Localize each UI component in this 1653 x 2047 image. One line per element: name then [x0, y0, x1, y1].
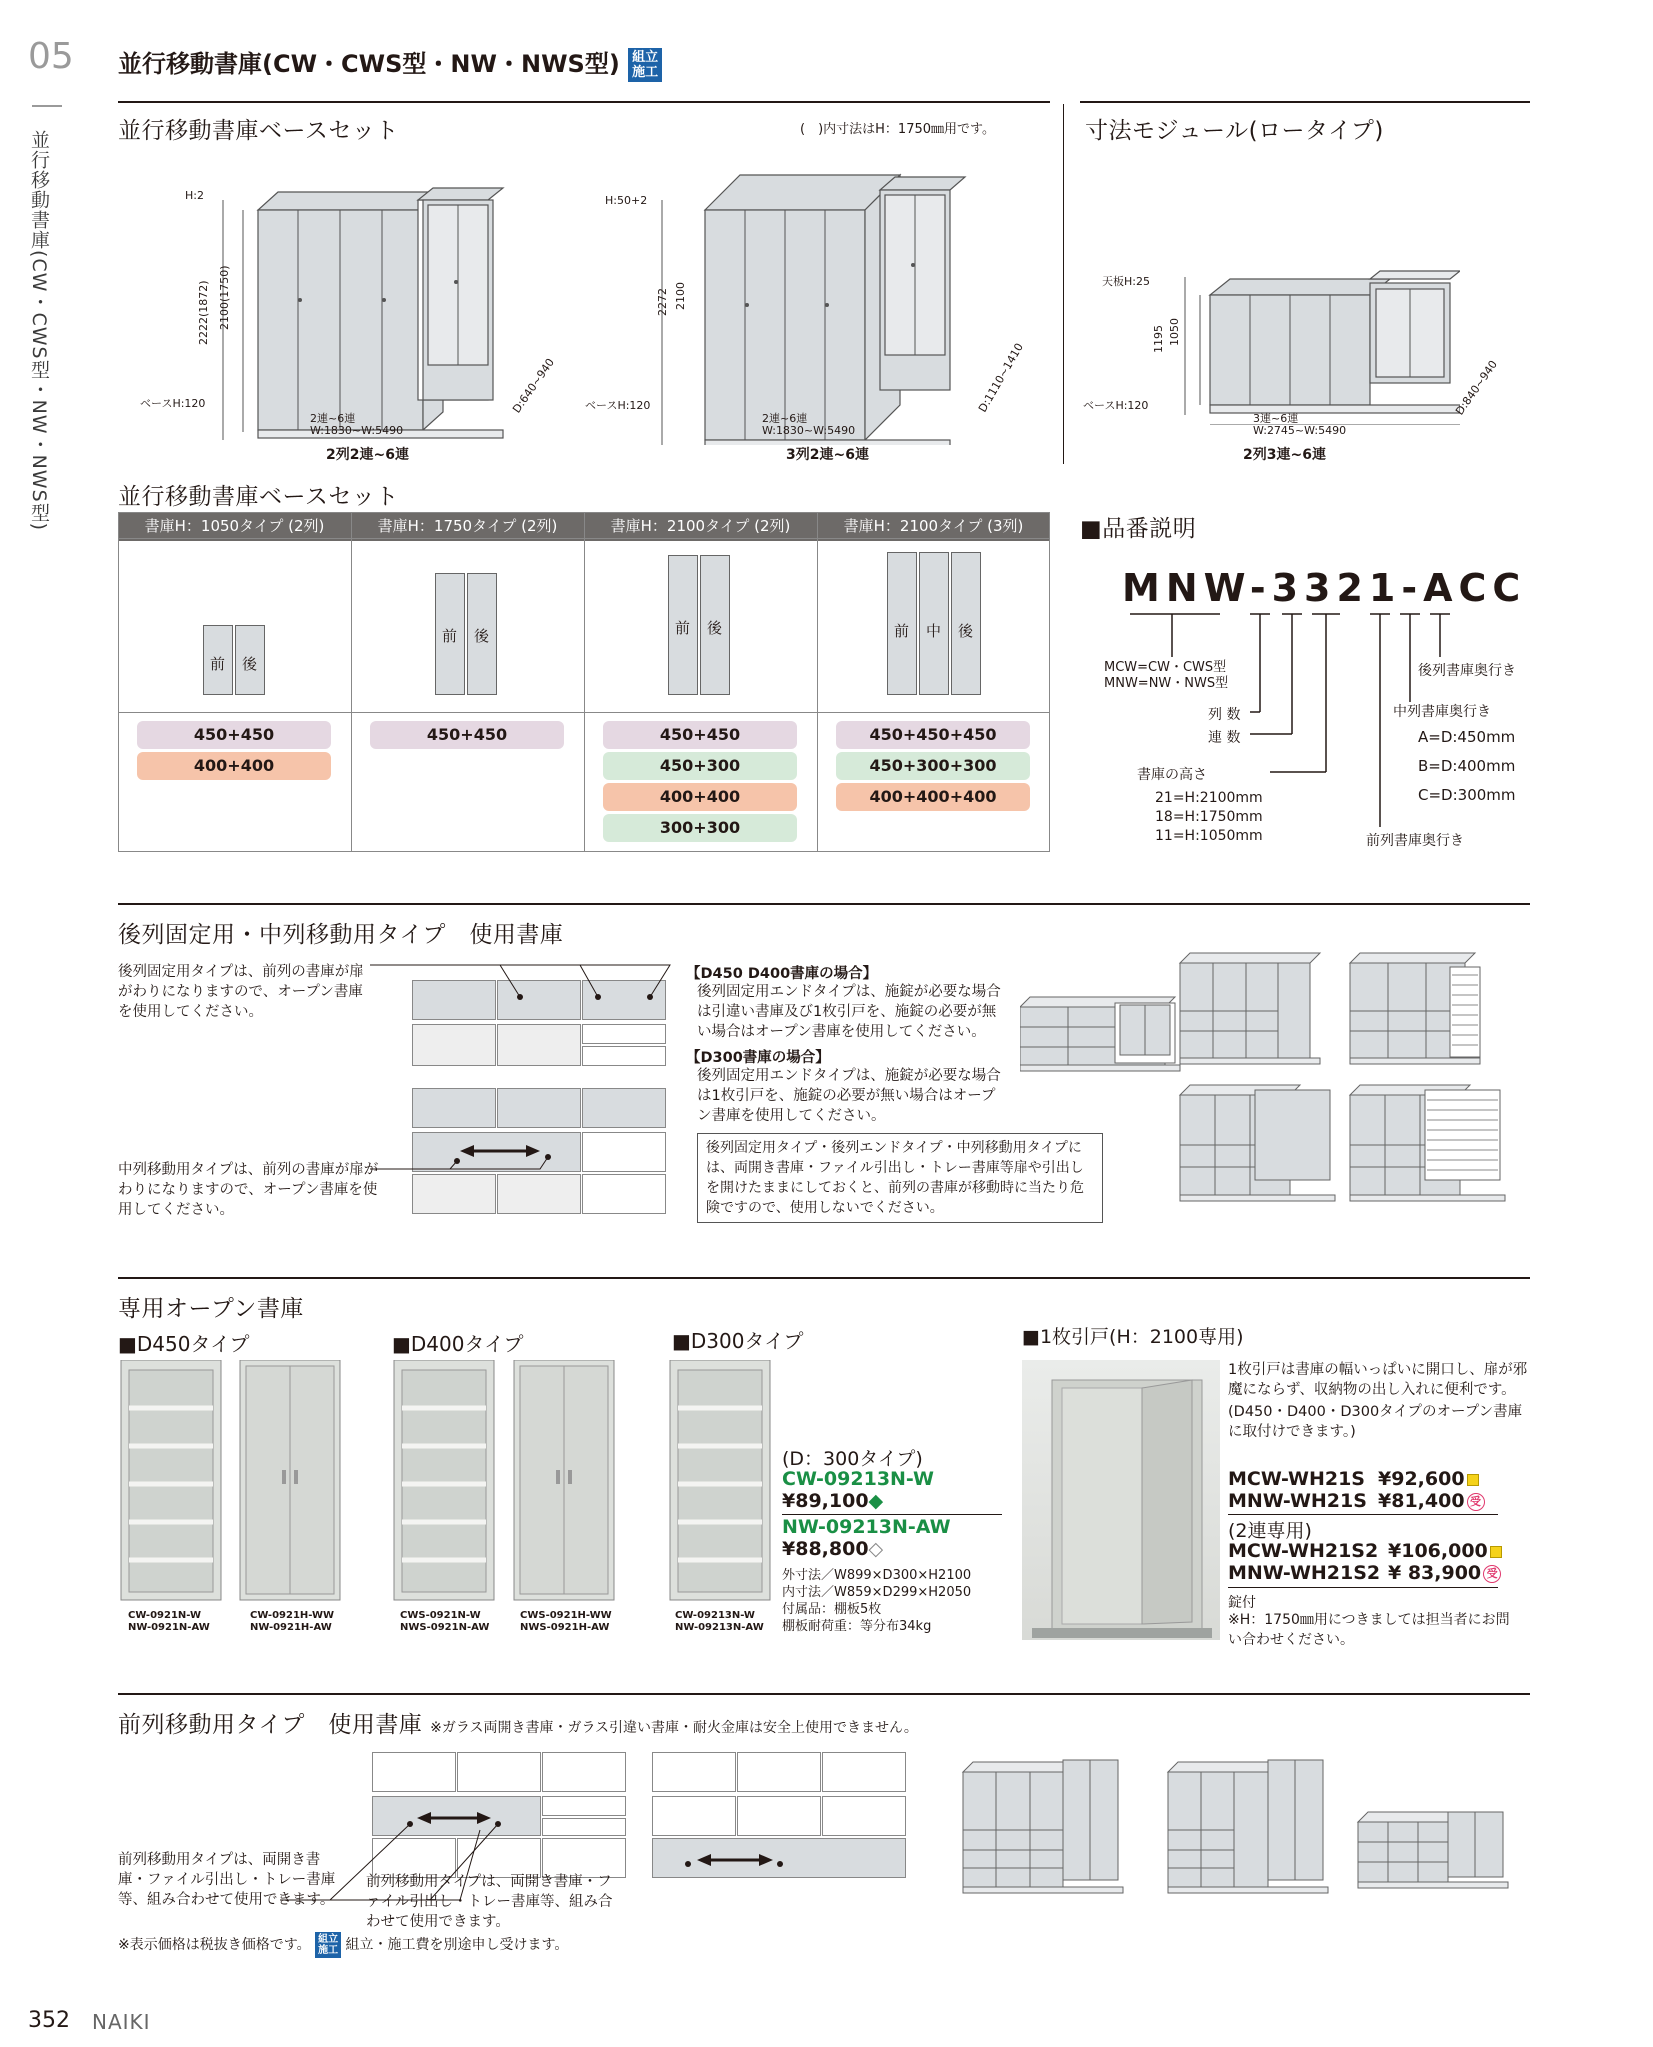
fig2-base: ベースH:120	[585, 399, 651, 412]
series-line2: MNW=NW・NWS型	[1104, 676, 1229, 691]
rear-fixed-title: 後列固定用・中列移動用タイプ 使用書庫	[118, 922, 564, 948]
pill-3row-400: 400+400+400	[836, 783, 1030, 811]
divider-top-left	[118, 101, 1050, 103]
front-depth-label: 前列書庫奥行き	[1366, 833, 1464, 849]
caption-3-l2: NWS-0921N-AW	[400, 1622, 490, 1633]
kumi-badge: 組立施工	[628, 48, 662, 82]
fig2-h-top: H:50+2	[605, 194, 648, 207]
front-moving-title	[118, 1706, 918, 1739]
label-3row-front: 前	[894, 622, 910, 640]
front-moving-3d-illustrations	[958, 1750, 1518, 1900]
d450-title: ■D450タイプ	[118, 1332, 250, 1356]
d400-title: ■D400タイプ	[392, 1332, 524, 1356]
fig1-base: ベースH:120	[140, 397, 206, 410]
middle-depth-label: 中列書庫奥行き	[1393, 704, 1491, 720]
case-d450-title: 【D450 D400書庫の場合】	[686, 966, 878, 982]
rear-fixed-warning: 後列固定用タイプ・後列エンドタイプ・中列移動用タイプには、両開き書庫・ファイル引出し・トレー書庫等扉や引出しを開けたままにしておくと、前列の書庫が移動時に当たり危険ですので、使用しないでください。	[697, 1133, 1103, 1223]
module-h-inner: 1050	[1168, 318, 1181, 346]
label-1050-front: 前	[210, 655, 226, 673]
caption-4-l2: NWS-0921H-AW	[520, 1622, 610, 1633]
pill-2100-400: 400+400	[603, 783, 797, 811]
sd-item3-price: ¥106,000	[1388, 1540, 1488, 1562]
part-number-title: ■品番説明	[1080, 516, 1197, 542]
circle-badge-icon: 受	[1467, 1493, 1485, 1511]
sliding-door-photo-svg	[1022, 1360, 1220, 1640]
sd-item2-code: MNW-WH21S	[1228, 1490, 1367, 1512]
sliding-door-title: ■1枚引戸(H：2100専用)	[1022, 1326, 1244, 1348]
sd-item1-price: ¥92,600	[1378, 1468, 1465, 1490]
height-21: 21=H:2100mm	[1155, 790, 1263, 806]
front-moving-caution: ※ガラス両開き書庫・ガラス引違い書庫・耐火金庫は安全上使用できません。	[430, 1720, 918, 1736]
d300-spec3: 付属品：棚板5枚	[782, 1602, 882, 1617]
d300-title: ■D300タイプ	[672, 1329, 804, 1353]
fig1-width-line1: 2連~6連	[310, 412, 356, 425]
diamond-outline-icon: ◇	[868, 1538, 884, 1560]
sd-item2	[1228, 1490, 1485, 1512]
part-number-code: MNW-3321-ACC	[1122, 566, 1527, 610]
height-11: 11=H:1050mm	[1155, 828, 1263, 844]
module-caption: 2列3連~6連	[1243, 447, 1326, 463]
table-header-col1: 書庫H：1050タイプ (2列)	[144, 517, 325, 535]
fig2-h-inner: 2100	[674, 282, 687, 310]
page-number: 352	[28, 2008, 70, 2033]
front-moving-note2: 前列移動用タイプは、両開き書庫・ファイル引出し・トレー書庫等、組み合わせて使用できます。	[366, 1874, 613, 1930]
pill-1750-450: 450+450	[370, 721, 564, 749]
square-badge-icon	[1490, 1546, 1502, 1558]
footer-notes	[118, 1932, 568, 1958]
divider-open-shelf	[118, 1277, 1530, 1279]
sd-two-unit: (2連専用)	[1228, 1520, 1312, 1542]
kumi-note: 組立・施工費を別途申し受けます。	[345, 1937, 569, 1953]
pill-3row-450: 450+450+450	[836, 721, 1030, 749]
base-set-title: 並行移動書庫ベースセット	[118, 118, 399, 144]
d300-sep	[782, 1514, 1002, 1515]
base-set-note: ( )内寸法はH：1750㎜用です。	[800, 122, 995, 137]
units-label: 連 数	[1208, 730, 1241, 746]
table-col-sep-3	[817, 512, 818, 852]
sliding-door-desc1: 1枚引戸は書庫の幅いっぱいに開口し、扉が邪魔にならず、収納物の出し入れに便利です。	[1228, 1362, 1528, 1398]
depth-b: B=D:400mm	[1418, 757, 1516, 775]
rows-label: 列 数	[1208, 707, 1241, 723]
case-d300-title: 【D300書庫の場合】	[686, 1050, 830, 1066]
module-top: 天板H:25	[1102, 275, 1150, 288]
sidebar-vertical-title: 並行移動書庫(CW・CWS型・NW・NWS型)	[28, 130, 50, 532]
fig1-h-inner: 2100(1750)	[218, 265, 231, 330]
fig2-h-total: 2272	[656, 288, 669, 316]
module-h-total: 1195	[1152, 325, 1165, 353]
fig1-h-total: 2222(1872)	[197, 280, 210, 345]
d300-spec4: 棚板耐荷重：等分布34kg	[782, 1619, 932, 1634]
divider-rear-fixed	[118, 903, 1530, 905]
fig2-caption: 3列2連~6連	[786, 447, 869, 463]
height-18: 18=H:1750mm	[1155, 809, 1263, 825]
rear-fixed-3d-illustrations	[1020, 945, 1530, 1225]
tax-note: ※表示価格は税抜き価格です。	[118, 1937, 311, 1953]
pill-1050-400: 400+400	[137, 752, 331, 780]
fig2-width-line1: 2連~6連	[762, 412, 808, 425]
table-header-col4: 書庫H：2100タイプ (3列)	[843, 517, 1024, 535]
sd-note: ※H：1750㎜用につきましては担当者にお問い合わせください。	[1228, 1612, 1510, 1648]
sd-lock: 錠付	[1228, 1595, 1256, 1611]
fig1-width-line2: W:1830~W:5490	[310, 424, 404, 437]
caption-1-l2: NW-0921N-AW	[128, 1622, 210, 1633]
caption-1-l1: CW-0921N-W	[128, 1610, 202, 1621]
fig2-depth: D:1110~1410	[976, 340, 1026, 415]
divider-top-right	[1080, 101, 1530, 103]
rear-fixed-leaders	[370, 955, 690, 1215]
d300-price2: ¥88,800	[782, 1538, 869, 1560]
rear-fixed-note: 後列固定用タイプは、前列の書庫が扉がわりになりますので、オープン書庫を使用してください。	[118, 964, 364, 1020]
series-line1: MCW=CW・CWS型	[1104, 660, 1227, 675]
fig2-width-line2: W:1830~W:5490	[762, 424, 856, 437]
page-title-text: 並行移動書庫(CW・CWS型・NW・NWS型)	[118, 50, 620, 78]
sd-item4-price: ¥ 83,900	[1388, 1562, 1482, 1584]
open-shelf-illustrations	[118, 1360, 778, 1610]
section-number: 05	[28, 36, 74, 77]
module-base: ベースH:120	[1083, 399, 1149, 412]
table-header-sep	[118, 538, 1050, 539]
front-moving-note1: 前列移動用タイプは、両開き書庫・ファイル引出し・トレー書庫等、組み合わせて使用できます。	[118, 1852, 336, 1908]
caption-5-l2: NW-09213N-AW	[675, 1622, 764, 1633]
d300-spec2: 内寸法／W859×D299×H2050	[782, 1585, 972, 1600]
module-depth: D:840~940	[1453, 358, 1501, 418]
middle-moving-note: 中列移動用タイプは、前列の書庫が扉がわりになりますので、オープン書庫を使用してください。	[118, 1162, 379, 1218]
label-1750-front: 前	[442, 627, 458, 645]
sd-item1-code: MCW-WH21S	[1228, 1468, 1365, 1490]
sliding-door-photo	[1022, 1360, 1220, 1640]
top-vertical-divider	[1063, 104, 1064, 464]
d300-price1: ¥89,100	[782, 1490, 869, 1512]
d300-spec1: 外寸法／W899×D300×H2100	[782, 1568, 972, 1583]
brand: NAIKI	[92, 2010, 151, 2034]
label-1050-rear: 後	[242, 655, 258, 673]
case-d300-text: 後列固定用エンドタイプは、施錠が必要な場合は1枚引戸を、施錠の必要が無い場合はオープン書庫を使用してください。	[697, 1068, 1001, 1124]
fig1-depth: D:640~940	[510, 356, 558, 416]
table-col-sep-1	[351, 512, 352, 852]
square-badge-icon	[1467, 1474, 1479, 1486]
module-width-line2: W:2745~W:5490	[1253, 424, 1347, 437]
module-title: 寸法モジュール(ロータイプ)	[1085, 118, 1384, 144]
case-d450-text: 後列固定用エンドタイプは、施錠が必要な場合は引違い書庫及び1枚引戸を、施錠の必要が無い場合はオープン書庫を使用してください。	[697, 984, 1001, 1040]
depth-a: A=D:450mm	[1418, 728, 1516, 746]
base-set-table-title: 並行移動書庫ベースセット	[118, 484, 399, 510]
caption-3-l1: CWS-0921N-W	[400, 1610, 481, 1621]
label-1750-rear: 後	[474, 627, 490, 645]
sd-sep1	[1228, 1514, 1498, 1515]
sd-item2-price: ¥81,400	[1378, 1490, 1465, 1512]
label-3row-rear: 後	[958, 622, 974, 640]
d300-price2-row	[782, 1538, 883, 1560]
label-3row-middle: 中	[926, 622, 942, 640]
table-header-col3: 書庫H：2100タイプ (2列)	[610, 517, 791, 535]
caption-4-l1: CWS-0921H-WW	[520, 1610, 612, 1621]
rear-depth-label: 後列書庫奥行き	[1418, 663, 1516, 679]
pill-1050-450: 450+450	[137, 721, 331, 749]
pill-2100-450: 450+450	[603, 721, 797, 749]
pill-2100-450-300: 450+300	[603, 752, 797, 780]
divider-front-moving	[118, 1693, 1530, 1695]
sliding-door-desc2: (D450・D400・D300タイプのオープン書庫に取付けできます。)	[1228, 1404, 1523, 1440]
sd-item1	[1228, 1468, 1479, 1490]
module-width-line1: 3連~6連	[1253, 412, 1299, 425]
page-title	[118, 44, 662, 82]
kumi-badge-small: 組立施工	[315, 1932, 341, 1958]
d300-code2: NW-09213N-AW	[782, 1516, 951, 1538]
diamond-filled-icon: ◆	[868, 1490, 884, 1512]
table-row-sep	[118, 712, 1050, 713]
sd-item3	[1228, 1540, 1502, 1562]
front-moving-title-text: 前列移動用タイプ 使用書庫	[118, 1712, 423, 1738]
caption-5-l1: CW-09213N-W	[675, 1610, 755, 1621]
depth-c: C=D:300mm	[1418, 786, 1516, 804]
label-2100-rear: 後	[707, 619, 723, 637]
sd-item3-code: MCW-WH21S2	[1228, 1540, 1379, 1562]
sd-sep2	[1228, 1587, 1498, 1588]
height-label: 書庫の高さ	[1137, 767, 1207, 783]
label-2100-front: 前	[675, 619, 691, 637]
section-number-underline	[32, 105, 62, 107]
part-number-leaders	[1090, 612, 1530, 842]
caption-2-l1: CW-0921H-WW	[250, 1610, 335, 1621]
circle-badge-icon: 受	[1483, 1565, 1501, 1583]
d300-code1: CW-09213N-W	[782, 1468, 934, 1490]
d300-price1-row	[782, 1490, 883, 1512]
table-header-col2: 書庫H：1750タイプ (2列)	[377, 517, 558, 535]
pill-2100-300: 300+300	[603, 814, 797, 842]
pill-3row-450-300: 450+300+300	[836, 752, 1030, 780]
table-col-sep-2	[584, 512, 585, 852]
fig1-caption: 2列2連~6連	[326, 447, 409, 463]
open-shelf-title: 専用オープン書庫	[118, 1296, 304, 1322]
sd-item4-code: MNW-WH21S2	[1228, 1562, 1381, 1584]
d300-type: (D：300タイプ)	[782, 1448, 923, 1470]
fig1-h-top: H:2	[185, 189, 204, 202]
sd-item4	[1228, 1562, 1501, 1584]
caption-2-l2: NW-0921H-AW	[250, 1622, 332, 1633]
